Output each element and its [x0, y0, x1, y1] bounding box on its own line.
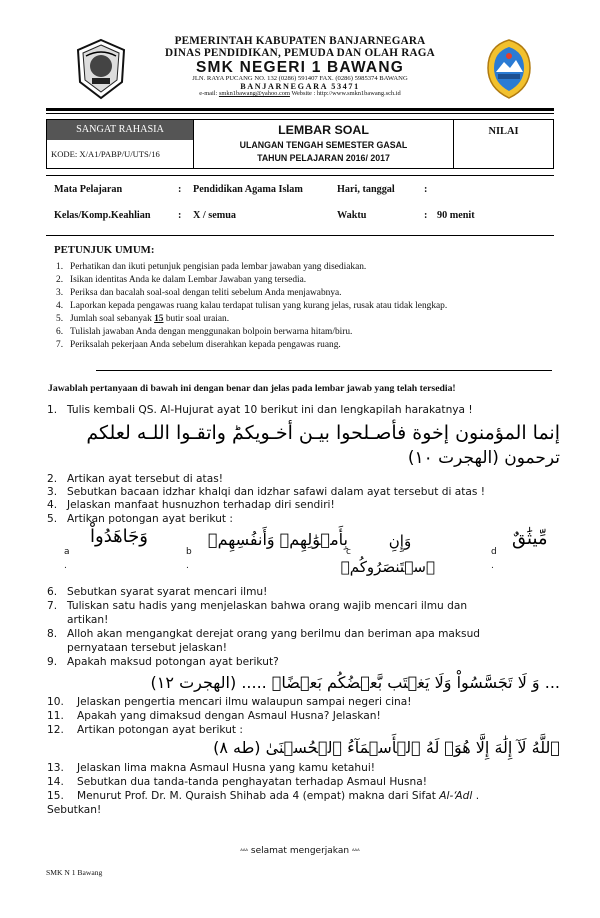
option-b-arabic: بِأَمۡوَٰلِهِمۡ وَأَنفُسِهِمۡ [208, 530, 348, 549]
time-label: Waktu [337, 210, 367, 221]
time-colon: : [424, 210, 428, 221]
title-box [194, 119, 454, 169]
class-value: X / semua [193, 210, 237, 221]
question-12: 12. Artikan potongan ayat berikut : [47, 724, 244, 736]
question-15: 15. Menurut Prof. Dr. M. Quraish Shihab ada 4 (empat) makna dari Sifat Al-‘Adl . [47, 790, 480, 802]
closing-text: selamat mengerjakan [250, 846, 350, 856]
score-box [454, 119, 554, 169]
email-label: e-mail: [199, 90, 219, 98]
instruction-item: 4. Laporkan kepada pengawas ruang kalau terdapat tulisan yang kurang jelas, rusak atau tidak lengkap. [56, 301, 448, 311]
question-5: 5. Artikan potongan ayat berikut : [47, 513, 234, 525]
instruction-item: 5. Jumlah soal sebanyak 15 butir soal uraian. [56, 314, 230, 324]
question-1-arabic-end: ترحمون (الهجرت ١٠) [407, 448, 560, 468]
option-d-dot: . [491, 561, 494, 571]
school-address: JLN. RAYA PUCANG NO. 132 (0286) 591407 FAX. (0286) 5985374 BAWANG [192, 74, 408, 82]
sheet-title: LEMBAR SOAL [278, 123, 369, 137]
question-2: 2. Artikan ayat tersebut di atas! [47, 473, 223, 485]
academic-year: TAHUN PELAJARAN 2016/ 2017 [257, 153, 390, 163]
option-a-dot: . [64, 561, 67, 571]
option-a-arabic: وَجَاهَدُواْ [90, 526, 148, 547]
question-12-arabic: ٱللَّهُ لَآ إِلَٰهَ إِلَّا هُوَۖ لَهُ ٱلۡأَسۡمَآءُ ٱلۡحُسۡنَىٰ (طه ٨) [213, 738, 560, 757]
letterhead-divider-thin [46, 113, 554, 114]
date-label: Hari, tanggal [337, 184, 395, 195]
school-contact [120, 91, 480, 98]
department-name: DINAS PENDIDIKAN, PEMUDA DAN OLAH RAGA [165, 46, 435, 59]
instruction-item: 3. Periksa dan bacalah soal-soal dengan teliti sebelum Anda menjawabnya. [56, 288, 342, 298]
ornament-left: ᴬᴬᴬ [240, 848, 249, 855]
instruction-item: 1. Perhatikan dan ikuti petunjuk pengisian pada lembar jawaban yang disediakan. [56, 262, 367, 272]
instructions-list [56, 261, 447, 352]
question-1: 1. Tulis kembali QS. Al-Hujurat ayat 10 berikut ini dan lengkapilah harakatnya ! [47, 404, 473, 416]
option-c-letter: c [346, 547, 351, 557]
instructions-title: PETUNJUK UMUM: [54, 244, 155, 256]
option-b-dot: . [186, 561, 189, 571]
instruction-item: 2. Isikan identitas Anda ke dalam Lembar Jawaban yang tersedia. [56, 275, 307, 285]
question-count: 15 [154, 314, 164, 324]
score-label: NILAI [488, 126, 519, 137]
closing-message [0, 846, 600, 856]
letterhead [120, 36, 480, 98]
question-14: 14. Sebutkan dua tanda-tanda penghayatan terhadap Asmaul Husna! [47, 776, 427, 788]
answer-instruction: Jawablah pertanyaan di bawah ini dengan benar dan jelas pada lembar jawab yang telah tersedia! [48, 383, 456, 394]
question-9-arabic: ... وَ لَا تَجَسَّسُواْ وَلَا يَغۡتَب بَّعۡضُكُم بَعۡضًاۚ ..... (الهجرت ١٢) [150, 673, 560, 692]
question-7-cont: artikan! [67, 614, 109, 626]
school-website: Website : http://www.smkn1bawang.sch.id [289, 90, 401, 98]
footer-school: SMK N 1 Bawang [46, 868, 103, 877]
subject-colon: : [178, 184, 182, 195]
question-15-cont: Sebutkan! [47, 804, 102, 816]
class-label: Kelas/Komp.Keahlian [54, 210, 151, 221]
school-city: BANJARNEGARA 53471 [240, 81, 360, 91]
instruction-item: 6. Tulislah jawaban Anda dengan menggunakan bolpoin berwarna hitam/biru. [56, 327, 353, 337]
question-1-arabic: إنما المؤمنون إخوة فأصـلحوا بيـن أخـويكمؕ واتقـوا اللـه لعلكم [86, 422, 560, 444]
option-c-arabic: وَإِنِ ٱسۡتَنصَرُوكُمۡ [340, 532, 435, 576]
question-8-cont: pernyataan tersebut jelaskan! [67, 642, 227, 654]
question-7: 7. Tuliskan satu hadis yang menjelaskan bahwa orang wajib mencari ilmu dan [47, 600, 468, 612]
subject-label: Mata Pelajaran [54, 184, 123, 195]
school-email: smkn1bawang@yahoo.com [218, 90, 290, 98]
question-10: 10. Jelaskan pengertia mencari ilmu walaupun sampai negeri cina! [47, 696, 412, 708]
info-bottom-line [46, 235, 554, 236]
info-top-line [46, 175, 554, 176]
question-3: 3. Sebutkan bacaan idzhar khalqi dan idzhar safawi dalam ayat tersebut di atas ! [47, 486, 486, 498]
question-11: 11. Apakah yang dimaksud dengan Asmaul Husna? Jelaskan! [47, 710, 381, 722]
option-d-letter: d [491, 547, 497, 557]
option-a-letter: a [64, 547, 70, 557]
option-b-letter: b [186, 547, 192, 557]
secret-label: SANGAT RAHASIA [47, 120, 193, 140]
instructions-divider [96, 370, 552, 371]
question-4: 4. Jelaskan manfaat husnuzhon terhadap diri sendiri! [47, 499, 335, 511]
government-name: PEMERINTAH KABUPATEN BANJARNEGARA [174, 35, 426, 47]
ornament-right: ᴬᴬᴬ [351, 848, 360, 855]
secret-box [46, 119, 194, 169]
exam-name: ULANGAN TENGAH SEMESTER GASAL [239, 140, 408, 150]
question-13: 13. Jelaskan lima makna Asmaul Husna yang kamu ketahui! [47, 762, 376, 774]
exam-code: KODE: X/A1/PABP/U/UTS/16 [51, 149, 160, 159]
instruction-item: 7. Periksalah pekerjaan Anda sebelum diserahkan kepada pengawas ruang. [56, 340, 341, 350]
option-d-arabic: مِّيثَٰقٌ [512, 528, 548, 549]
question-8: 8. Alloh akan mengangkat derejat orang yang berilmu dan beriman apa maksud [47, 628, 481, 640]
date-colon: : [424, 184, 428, 195]
question-6: 6. Sebutkan syarat syarat mencari ilmu! [47, 586, 268, 598]
school-name: SMK NEGERI 1 BAWANG [196, 58, 404, 76]
smk-logo [486, 38, 532, 100]
question-9: 9. Apakah maksud potongan ayat berikut? [47, 656, 279, 668]
class-colon: : [178, 210, 182, 221]
time-value: 90 menit [437, 210, 475, 221]
subject-value: Pendidikan Agama Islam [193, 184, 303, 195]
letterhead-divider [46, 108, 554, 111]
